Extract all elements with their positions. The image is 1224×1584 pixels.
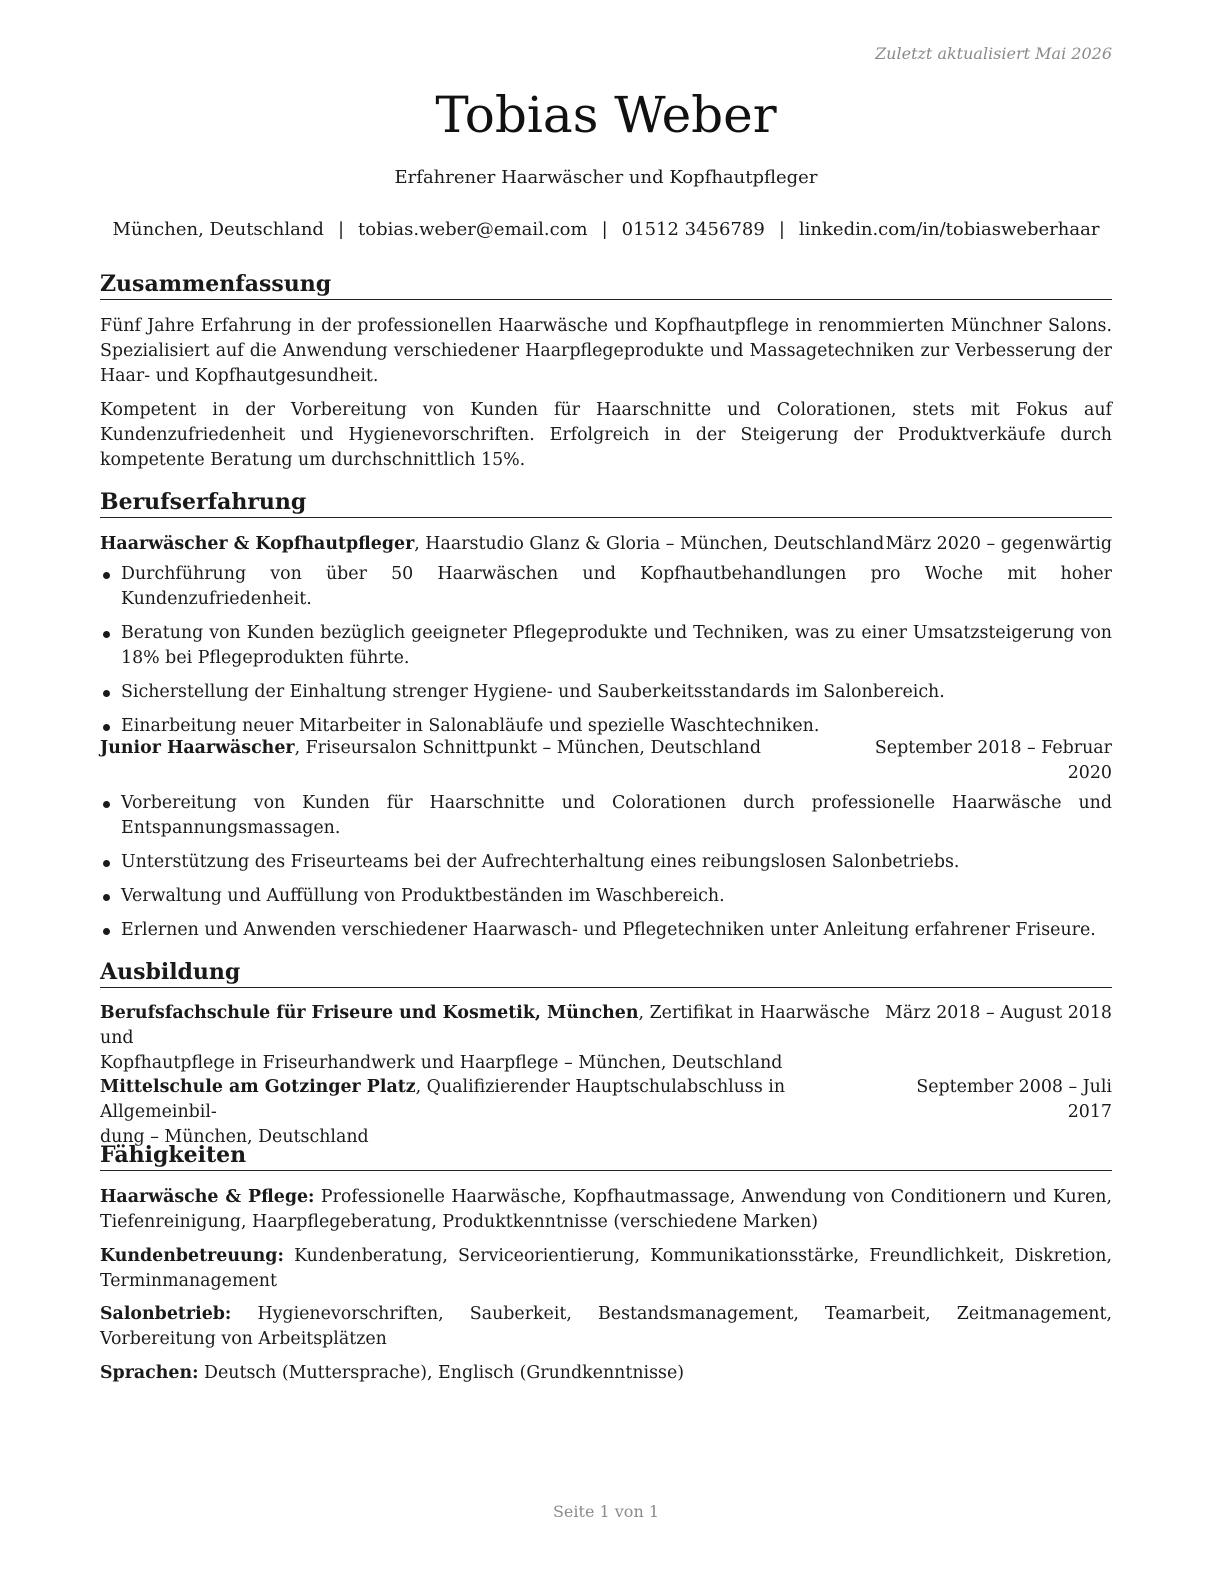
job-employer: , Friseursalon Schnittpunkt – München, Deutschland <box>294 738 761 758</box>
skill-text: Hygienevorschriften, Sauberkeit, Bestandsmanagement, Teamarbeit, Zeitmanagement, Vorbereitung von Arbeitsplätzen <box>100 1304 1112 1349</box>
education-school: Berufsfachschule für Friseure und Kosmetik, München <box>100 1003 639 1023</box>
job-header <box>100 736 1112 783</box>
job-bullets <box>100 562 1112 748</box>
list-item: Einarbeitung neuer Mitarbeiter in Salonabläufe und spezielle Waschtechniken. <box>100 714 1112 739</box>
job-bullets <box>100 791 1112 952</box>
education-details: , Qualifizierender Hauptschulabschluss in Allgemeinbil- <box>100 1077 786 1122</box>
list-item: Verwaltung und Auffüllung von Produktbeständen im Waschbereich. <box>100 884 1112 909</box>
education-entry <box>100 1075 1112 1150</box>
list-item: Beratung von Kunden bezüglich geeigneter Pflegeprodukte und Techniken, was zu einer Umsatzsteigerung von 18% bei Pflegeprodukten führte. <box>100 621 1112 671</box>
job-dates-end: 2020 <box>1067 763 1112 783</box>
list-item: Durchführung von über 50 Haarwäschen und Kopfhautbehandlungen pro Woche mit hoher Kundenzufriedenheit. <box>100 562 1112 612</box>
resume-page <box>100 0 1112 1584</box>
job-header <box>100 532 1112 557</box>
skill-text: Professionelle Haarwäsche, Kopfhautmassage, Anwendung von Conditionern und Kuren, Tiefenreinigung, Haarpflegeberatung, Produktkenntnisse (verschiedene Marken) <box>100 1187 1112 1232</box>
job-dates-start: September 2018 – Februar <box>874 738 1112 758</box>
skill-label: Haarwäsche & Pflege: <box>100 1187 315 1207</box>
education-dates: März 2018 – August 2018 <box>885 1003 1112 1023</box>
education-dates-end: 2017 <box>1067 1102 1112 1122</box>
section-title-summary: Zusammenfassung <box>100 271 1112 300</box>
skill-row <box>100 1244 1112 1294</box>
job-employer: , Haarstudio Glanz & Gloria – München, Deutschland <box>414 534 885 554</box>
list-item: Sicherstellung der Einhaltung strenger Hygiene- und Sauberkeitsstandards im Salonbereich. <box>100 680 1112 705</box>
candidate-name: Tobias Weber <box>435 86 777 144</box>
contact-location: München, Deutschland <box>112 219 324 240</box>
list-item: Erlernen und Anwenden verschiedener Haarwasch- und Pflegetechniken unter Anleitung erfahrener Friseure. <box>100 918 1112 943</box>
page-number: Seite 1 von 1 <box>552 1502 660 1521</box>
skill-row <box>100 1185 1112 1235</box>
education-school: Mittelschule am Gotzinger Platz <box>100 1077 416 1097</box>
section-title-experience: Berufserfahrung <box>100 489 1112 518</box>
skill-label: Kundenbetreuung: <box>100 1246 284 1266</box>
contact-separator: | <box>337 219 345 240</box>
education-entry <box>100 1001 1112 1076</box>
last-updated-note: Zuletzt aktualisiert Mai 2026 <box>875 44 1112 63</box>
skill-row <box>100 1302 1112 1352</box>
education-details-cont: dung – München, Deutschland <box>100 1127 369 1147</box>
skill-text: Kundenberatung, Serviceorientierung, Kommunikationsstärke, Freundlichkeit, Diskretion, Terminmanagement <box>100 1246 1112 1291</box>
contact-email[interactable]: tobias.weber@email.com <box>358 219 588 240</box>
candidate-headline: Erfahrener Haarwäscher und Kopfhautpfleger <box>394 167 818 188</box>
education-dates <box>916 1075 1112 1125</box>
contact-phone: 01512 3456789 <box>621 219 765 240</box>
education-details-cont: Kopfhautpflege in Friseurhandwerk und Haarpflege – München, Deutschland <box>100 1053 783 1073</box>
skill-label: Salonbetrieb: <box>100 1304 232 1324</box>
education-details: , Zertifikat in Haarwäsche und <box>100 1003 870 1048</box>
list-item: Unterstützung des Friseurteams bei der Aufrechterhaltung eines reibungslosen Salonbetriebs. <box>100 850 1112 875</box>
skill-text: Deutsch (Muttersprache), Englisch (Grundkenntnisse) <box>198 1363 685 1383</box>
section-title-skills: Fähigkeiten <box>100 1142 1112 1171</box>
section-title-education: Ausbildung <box>100 959 1112 988</box>
job-role: Haarwäscher & Kopfhautpfleger <box>100 534 415 554</box>
job-role: Junior Haarwäscher <box>100 738 295 758</box>
job-dates <box>875 736 1112 786</box>
contact-separator: | <box>601 219 608 240</box>
skill-label: Sprachen: <box>100 1363 199 1383</box>
list-item: Vorbereitung von Kunden für Haarschnitte und Colorationen durch professionelle Haarwäsche und Entspannungsmassagen. <box>100 791 1112 841</box>
summary-paragraph: Kompetent in der Vorbereitung von Kunden für Haarschnitte und Colorationen, stets mit Fokus auf Kundenzufriedenheit und Hygienevorschriften. Erfolgreich in der Steigerung der Produktverkäufe durch kompetente Beratung um durchschnittlich 15%. <box>100 400 1112 470</box>
skill-row <box>100 1361 1112 1386</box>
contact-separator: | <box>778 219 785 240</box>
education-dates-start: September 2008 – Juli <box>916 1077 1112 1097</box>
summary-paragraph: Fünf Jahre Erfahrung in der professionellen Haarwäsche und Kopfhautpflege in renommierten Münchner Salons. Spezialisiert auf die Anwendung verschiedener Haarpflegeprodukte und Massagetechniken zur Verbesserung der Haar- und Kopfhautgesundheit. <box>100 316 1112 386</box>
contact-line <box>80 219 1132 240</box>
contact-linkedin[interactable]: linkedin.com/in/tobiasweberhaar <box>798 219 1100 240</box>
job-dates: März 2020 – gegenwärtig <box>885 534 1112 554</box>
